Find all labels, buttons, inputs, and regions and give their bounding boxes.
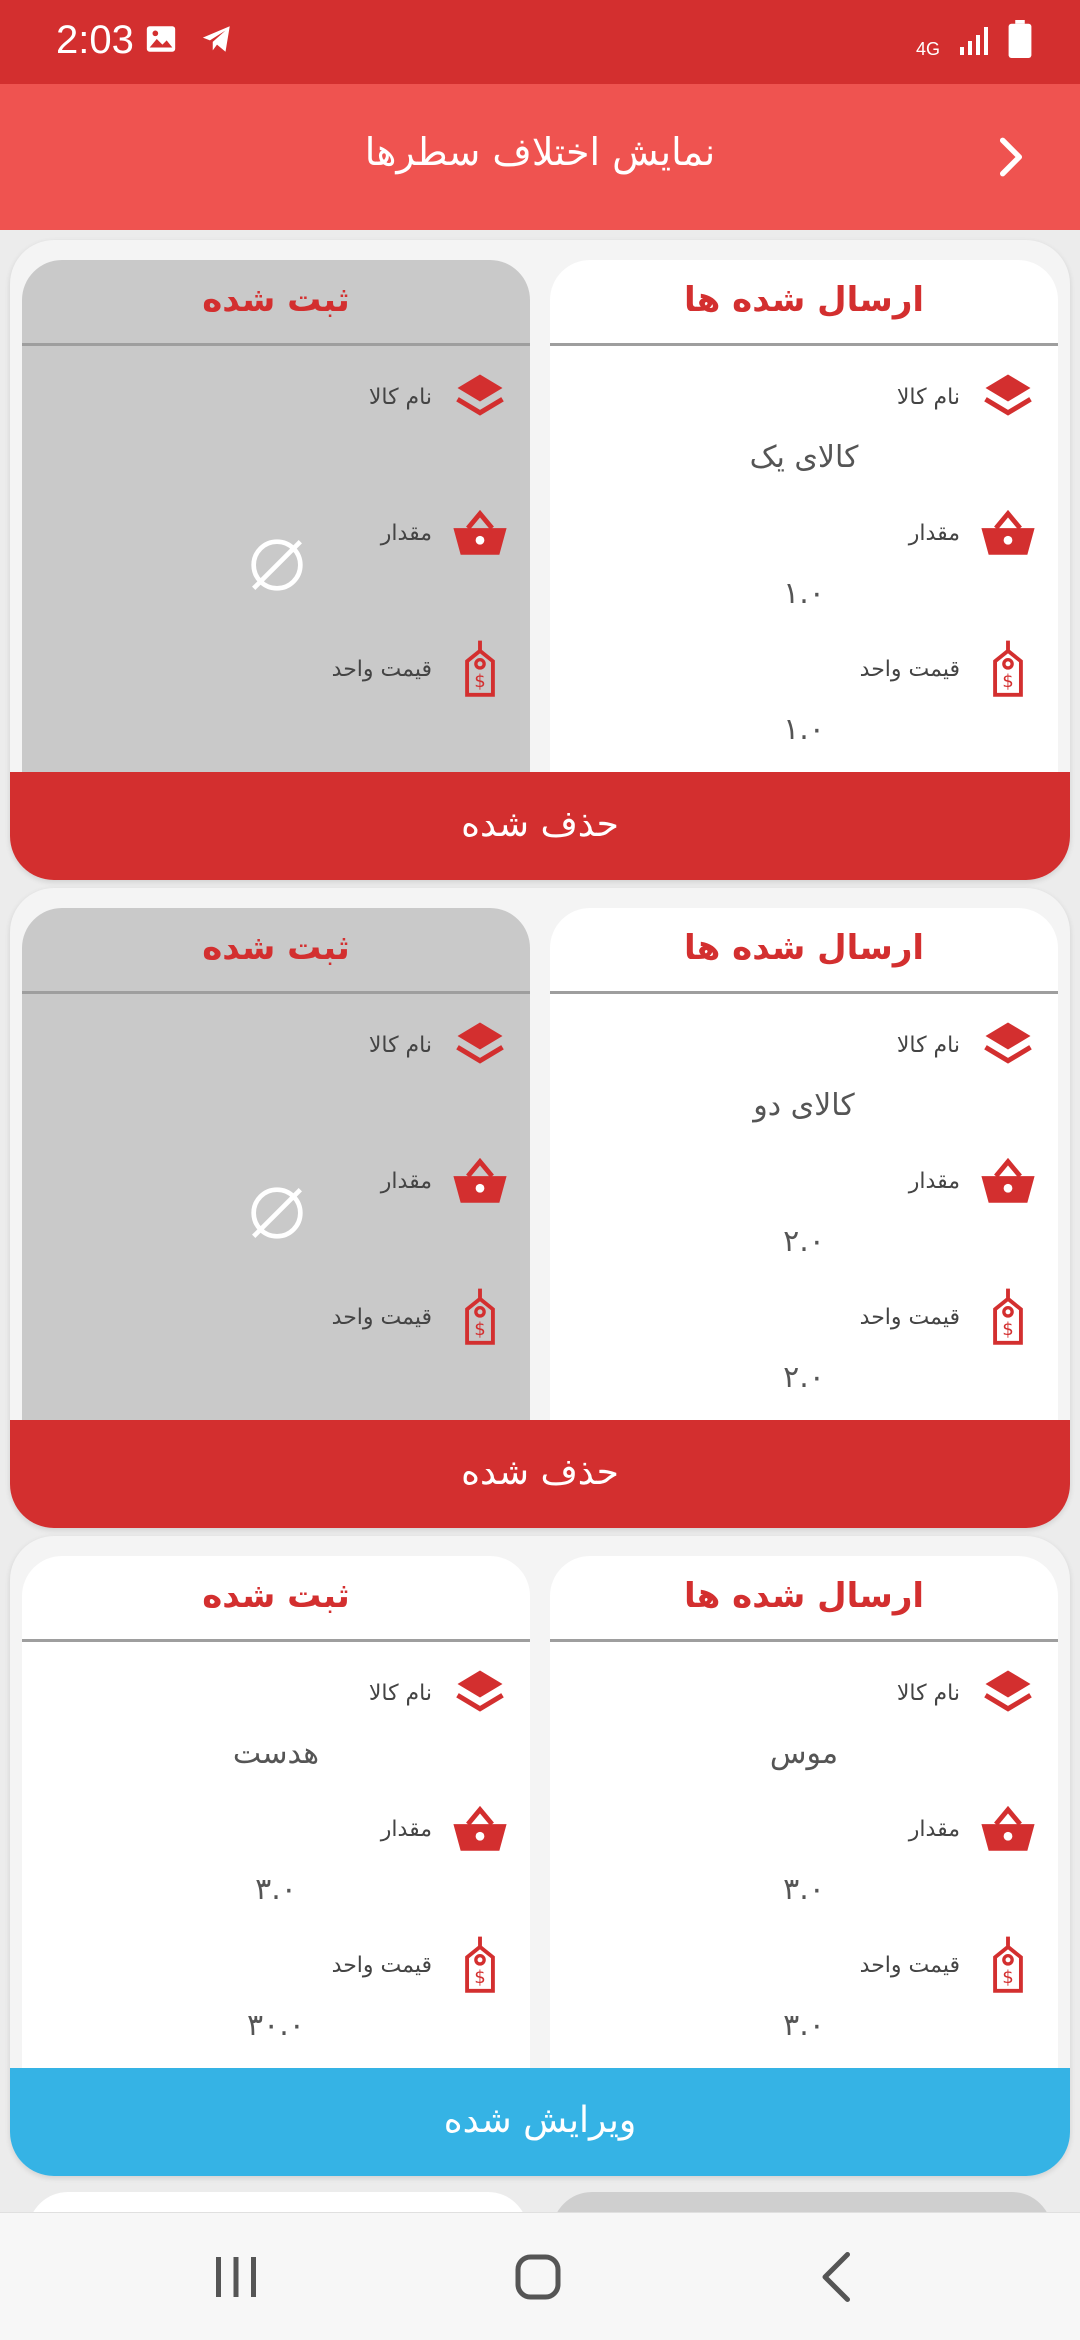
layers-icon <box>978 367 1038 427</box>
next-row-peek-left <box>28 2192 528 2212</box>
unit-price-label: قیمت واحد <box>331 1952 432 1978</box>
basket-icon <box>978 1799 1038 1859</box>
svg-text:$: $ <box>1002 671 1014 693</box>
sent-product-name: کالای یک <box>749 440 859 475</box>
row-status-deleted: حذف شده <box>10 772 1070 880</box>
telegram-icon <box>198 22 236 56</box>
row-status-deleted: حذف شده <box>10 1420 1070 1528</box>
price-tag-icon <box>978 1935 1038 1995</box>
registered-product-name: هدست <box>232 1736 320 1771</box>
sent-product-name: کالای دو <box>753 1088 855 1123</box>
product-name-label: نام کالا <box>896 1032 960 1058</box>
product-name-row <box>369 362 510 432</box>
price-tag-icon <box>978 639 1038 699</box>
sent-panel-title: ارسال شده ها <box>550 260 1058 346</box>
status-bar <box>0 0 1080 84</box>
signal-icon <box>958 24 990 58</box>
system-nav-bar <box>0 2212 1080 2340</box>
app-bar <box>0 84 1080 230</box>
differences-list[interactable] <box>0 230 1080 2212</box>
registered-panel <box>22 260 530 772</box>
layers-icon <box>450 1663 510 1723</box>
basket-icon <box>978 503 1038 563</box>
sent-panel <box>550 1556 1058 2068</box>
price-tag-icon <box>978 1287 1038 1347</box>
price-tag-icon <box>450 1287 510 1347</box>
image-icon <box>144 22 178 56</box>
registered-unit-price: ۳۰.۰ <box>247 2008 305 2043</box>
unit-price-row <box>860 1930 1038 2000</box>
quantity-label: مقدار <box>380 1168 432 1194</box>
layers-icon <box>978 1015 1038 1075</box>
quantity-row <box>381 1794 510 1864</box>
sent-product-name: موس <box>769 1736 839 1771</box>
sent-unit-price: ۲.۰ <box>783 1360 825 1395</box>
sent-quantity: ۲.۰ <box>783 1224 825 1259</box>
sent-panel-title: ارسال شده ها <box>550 908 1058 994</box>
product-name-row <box>369 1658 510 1728</box>
diff-row-card <box>10 1536 1070 2176</box>
sent-quantity: ۳.۰ <box>783 1872 825 1907</box>
back-nav-icon[interactable] <box>810 2247 870 2307</box>
quantity-label: مقدار <box>908 1816 960 1842</box>
product-name-label: نام کالا <box>368 384 432 410</box>
svg-text:$: $ <box>474 1319 486 1341</box>
price-tag-icon <box>450 1935 510 1995</box>
sent-unit-price: ۱.۰ <box>783 712 825 747</box>
quantity-row <box>381 498 510 568</box>
svg-text:$: $ <box>474 1967 486 1989</box>
page-title: نمایش اختلاف سطرها <box>364 130 716 174</box>
basket-icon <box>450 1799 510 1859</box>
unit-price-label: قیمت واحد <box>331 656 432 682</box>
quantity-row <box>381 1146 510 1216</box>
next-row-peek-right <box>552 2192 1052 2212</box>
product-name-label: نام کالا <box>368 1680 432 1706</box>
product-name-row <box>369 1010 510 1080</box>
unit-price-row <box>860 1282 1038 1352</box>
layers-icon <box>450 367 510 427</box>
sent-unit-price: ۳.۰ <box>783 2008 825 2043</box>
battery-icon <box>1008 20 1032 58</box>
price-tag-icon <box>450 639 510 699</box>
row-status-edited: ویرایش شده <box>10 2068 1070 2176</box>
product-name-row <box>897 362 1038 432</box>
unit-price-label: قیمت واحد <box>331 1304 432 1330</box>
diff-row-card <box>10 240 1070 880</box>
svg-text:$: $ <box>1002 1319 1014 1341</box>
quantity-row <box>909 1146 1038 1216</box>
quantity-label: مقدار <box>380 520 432 546</box>
unit-price-label: قیمت واحد <box>859 656 960 682</box>
quantity-label: مقدار <box>908 1168 960 1194</box>
registered-panel-title: ثبت شده <box>22 908 530 994</box>
quantity-row <box>909 498 1038 568</box>
registered-panel <box>22 908 530 1420</box>
product-name-label: نام کالا <box>368 1032 432 1058</box>
product-name-label: نام کالا <box>896 384 960 410</box>
sent-quantity: ۱.۰ <box>783 576 825 611</box>
quantity-label: مقدار <box>380 1816 432 1842</box>
svg-text:$: $ <box>1002 1967 1014 1989</box>
layers-icon <box>978 1663 1038 1723</box>
empty-set-icon <box>242 530 312 600</box>
basket-icon <box>450 1151 510 1211</box>
basket-icon <box>978 1151 1038 1211</box>
unit-price-row <box>332 634 510 704</box>
product-name-label: نام کالا <box>896 1680 960 1706</box>
empty-set-icon <box>242 1178 312 1248</box>
sent-panel <box>550 908 1058 1420</box>
basket-icon <box>450 503 510 563</box>
product-name-row <box>897 1658 1038 1728</box>
registered-panel-title: ثبت شده <box>22 260 530 346</box>
recent-apps-icon[interactable] <box>206 2247 266 2307</box>
sent-panel-title: ارسال شده ها <box>550 1556 1058 1642</box>
unit-price-row <box>860 634 1038 704</box>
svg-text:$: $ <box>474 671 486 693</box>
back-button[interactable] <box>986 132 1036 182</box>
unit-price-row <box>332 1930 510 2000</box>
unit-price-row <box>332 1282 510 1352</box>
home-icon[interactable] <box>508 2247 568 2307</box>
unit-price-label: قیمت واحد <box>859 1304 960 1330</box>
layers-icon <box>450 1015 510 1075</box>
registered-quantity: ۳.۰ <box>255 1872 297 1907</box>
sent-panel <box>550 260 1058 772</box>
network-type-icon: 4G <box>915 39 940 59</box>
product-name-row <box>897 1010 1038 1080</box>
status-time: 2:03 <box>56 18 134 62</box>
diff-row-card <box>10 888 1070 1528</box>
quantity-label: مقدار <box>908 520 960 546</box>
unit-price-label: قیمت واحد <box>859 1952 960 1978</box>
registered-panel <box>22 1556 530 2068</box>
registered-panel-title: ثبت شده <box>22 1556 530 1642</box>
quantity-row <box>909 1794 1038 1864</box>
